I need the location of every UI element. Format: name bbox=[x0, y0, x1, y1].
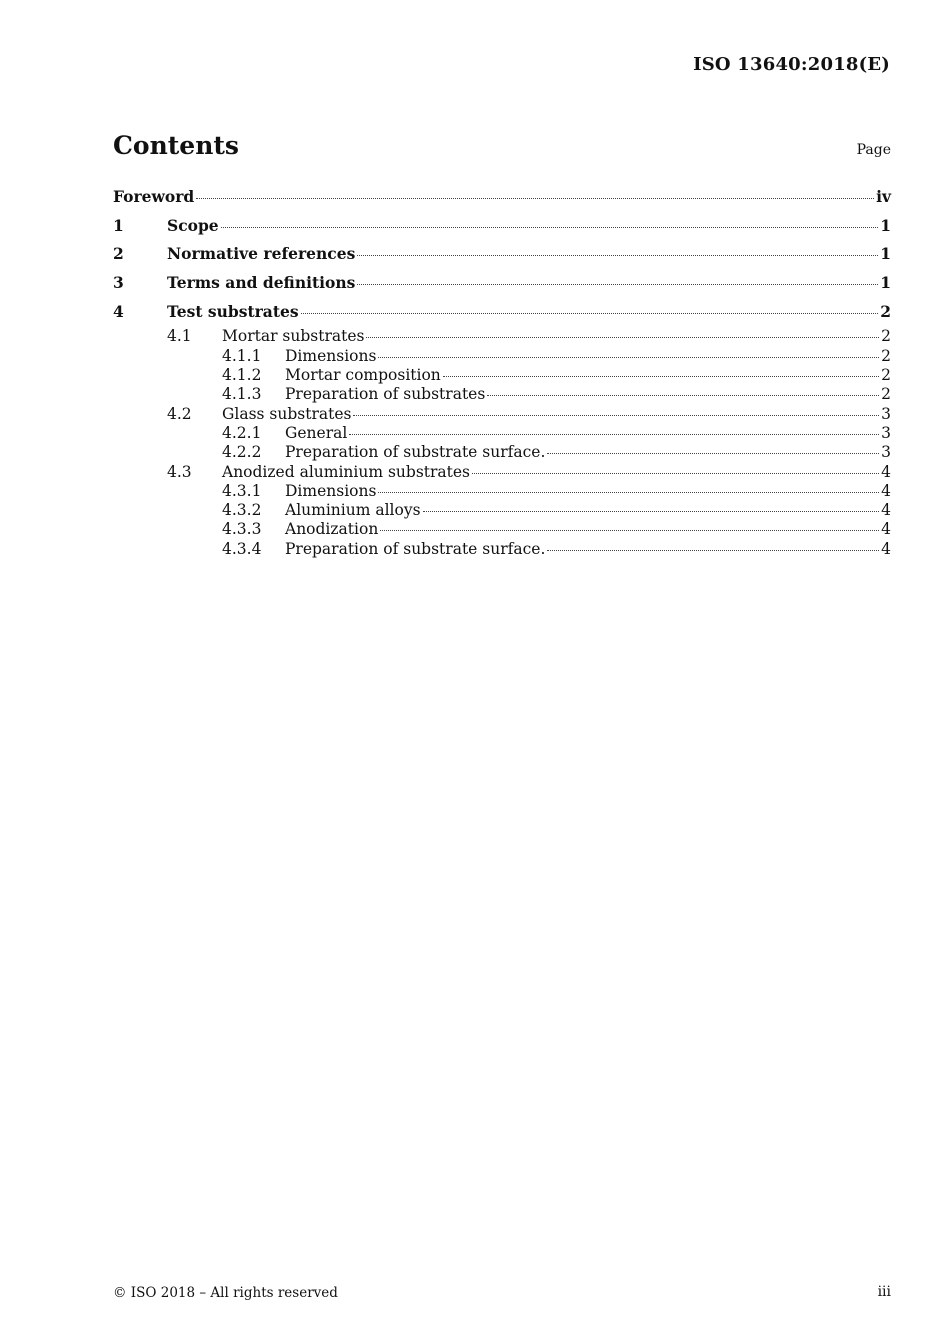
toc-entry-page: 2 bbox=[881, 327, 891, 346]
toc-entry[interactable] bbox=[113, 347, 891, 366]
toc-entry-page: 3 bbox=[881, 443, 891, 462]
toc-entry-title: Dimensions bbox=[285, 481, 377, 500]
toc-entry-title: Scope bbox=[167, 215, 219, 235]
toc-entry-number: 3 bbox=[113, 273, 124, 293]
toc-entry[interactable] bbox=[113, 463, 891, 482]
toc-entry-number: 4 bbox=[113, 301, 124, 321]
toc-entry-number: 4.3.3 bbox=[222, 520, 262, 539]
footer-page-number: iii bbox=[877, 1284, 891, 1300]
toc-entry-page: 1 bbox=[880, 215, 891, 235]
toc-entry[interactable] bbox=[113, 299, 891, 328]
toc-entry-title: Mortar composition bbox=[285, 366, 441, 385]
toc-leader-dots bbox=[349, 434, 879, 435]
toc-entry-number: 4.3.4 bbox=[222, 539, 262, 558]
toc-entry-page: 4 bbox=[881, 501, 891, 520]
footer-copyright: © ISO 2018 – All rights reserved bbox=[113, 1285, 338, 1301]
toc-entry[interactable] bbox=[113, 270, 891, 299]
toc-entry-number: 4.1 bbox=[167, 327, 192, 346]
toc-entry-page: 2 bbox=[881, 346, 891, 365]
toc-entry-page: 2 bbox=[881, 366, 891, 385]
toc-entry-title: Preparation of substrates bbox=[285, 385, 486, 404]
toc-leader-dots bbox=[472, 473, 879, 474]
toc-leader-dots bbox=[378, 357, 879, 358]
toc-leader-dots bbox=[380, 530, 879, 531]
toc-entry-number: 4.3.2 bbox=[222, 501, 262, 520]
toc-entry[interactable] bbox=[113, 482, 891, 501]
toc-entry-title: Normative references bbox=[167, 244, 356, 264]
toc-entry-title: Preparation of substrate surface. bbox=[285, 539, 546, 558]
toc-entry-number: 4.2 bbox=[167, 404, 192, 423]
toc-entry-page: 2 bbox=[880, 301, 891, 321]
toc-leader-dots bbox=[423, 511, 880, 512]
toc-entry-number: 4.3 bbox=[167, 462, 192, 481]
toc-entry[interactable] bbox=[113, 241, 891, 270]
toc-leader-dots bbox=[301, 313, 879, 314]
toc-entry[interactable] bbox=[113, 213, 891, 242]
toc-leader-dots bbox=[221, 227, 879, 228]
toc-entry-page: 1 bbox=[880, 244, 891, 264]
toc-entry[interactable] bbox=[113, 366, 891, 385]
toc-leader-dots bbox=[547, 453, 879, 454]
toc-entry-title: Glass substrates bbox=[222, 404, 352, 423]
toc-leader-dots bbox=[547, 550, 879, 551]
toc-entry-page: 2 bbox=[881, 385, 891, 404]
contents-title: Contents bbox=[113, 131, 240, 160]
toc-entry-title: Dimensions bbox=[285, 346, 377, 365]
toc-entry-page: 3 bbox=[881, 404, 891, 423]
toc-entry-page: 4 bbox=[881, 520, 891, 539]
toc-entry-number: 4.1.1 bbox=[222, 346, 262, 365]
toc-entry[interactable] bbox=[113, 443, 891, 462]
toc-leader-dots bbox=[196, 198, 874, 199]
toc-entry-title: Terms and definitions bbox=[167, 273, 356, 293]
toc-entry-page: 3 bbox=[881, 423, 891, 442]
toc-entry-title: Anodization bbox=[285, 520, 379, 539]
table-of-contents bbox=[113, 184, 891, 559]
toc-entry-number: 4.1.2 bbox=[222, 366, 262, 385]
toc-entry[interactable] bbox=[113, 405, 891, 424]
page-column-label: Page bbox=[856, 142, 891, 158]
toc-entry-title: Foreword bbox=[113, 187, 195, 206]
toc-entry-number: 4.2.1 bbox=[222, 423, 262, 442]
toc-entry-title: Preparation of substrate surface. bbox=[285, 443, 546, 462]
toc-entry[interactable] bbox=[113, 327, 891, 346]
toc-entry-number: 2 bbox=[113, 244, 124, 264]
toc-entry-title: Mortar substrates bbox=[222, 327, 365, 346]
toc-entry-page: 4 bbox=[881, 539, 891, 558]
toc-leader-dots bbox=[353, 415, 879, 416]
toc-entry-page: 1 bbox=[880, 273, 891, 293]
toc-entry-page: 4 bbox=[881, 462, 891, 481]
toc-leader-dots bbox=[443, 376, 879, 377]
toc-leader-dots bbox=[357, 255, 878, 256]
toc-entry-page: 4 bbox=[881, 481, 891, 500]
toc-entry[interactable] bbox=[113, 501, 891, 520]
toc-entry[interactable] bbox=[113, 184, 891, 213]
toc-entry[interactable] bbox=[113, 424, 891, 443]
toc-leader-dots bbox=[357, 284, 878, 285]
document-id: ISO 13640:2018(E) bbox=[693, 54, 890, 75]
toc-entry-number: 4.3.1 bbox=[222, 481, 262, 500]
toc-entry-page: iv bbox=[876, 187, 891, 206]
toc-entry-title: Aluminium alloys bbox=[285, 501, 421, 520]
toc-entry[interactable] bbox=[113, 385, 891, 404]
toc-entry-number: 4.1.3 bbox=[222, 385, 262, 404]
toc-entry-title: Anodized aluminium substrates bbox=[222, 462, 471, 481]
toc-entry[interactable] bbox=[113, 540, 891, 559]
toc-leader-dots bbox=[487, 395, 879, 396]
toc-entry-title: Test substrates bbox=[167, 301, 299, 321]
toc-entry-number: 1 bbox=[113, 215, 124, 235]
toc-leader-dots bbox=[366, 337, 879, 338]
toc-entry-number: 4.2.2 bbox=[222, 443, 262, 462]
toc-entry-title: General bbox=[285, 423, 348, 442]
toc-entry[interactable] bbox=[113, 520, 891, 539]
toc-leader-dots bbox=[378, 492, 879, 493]
